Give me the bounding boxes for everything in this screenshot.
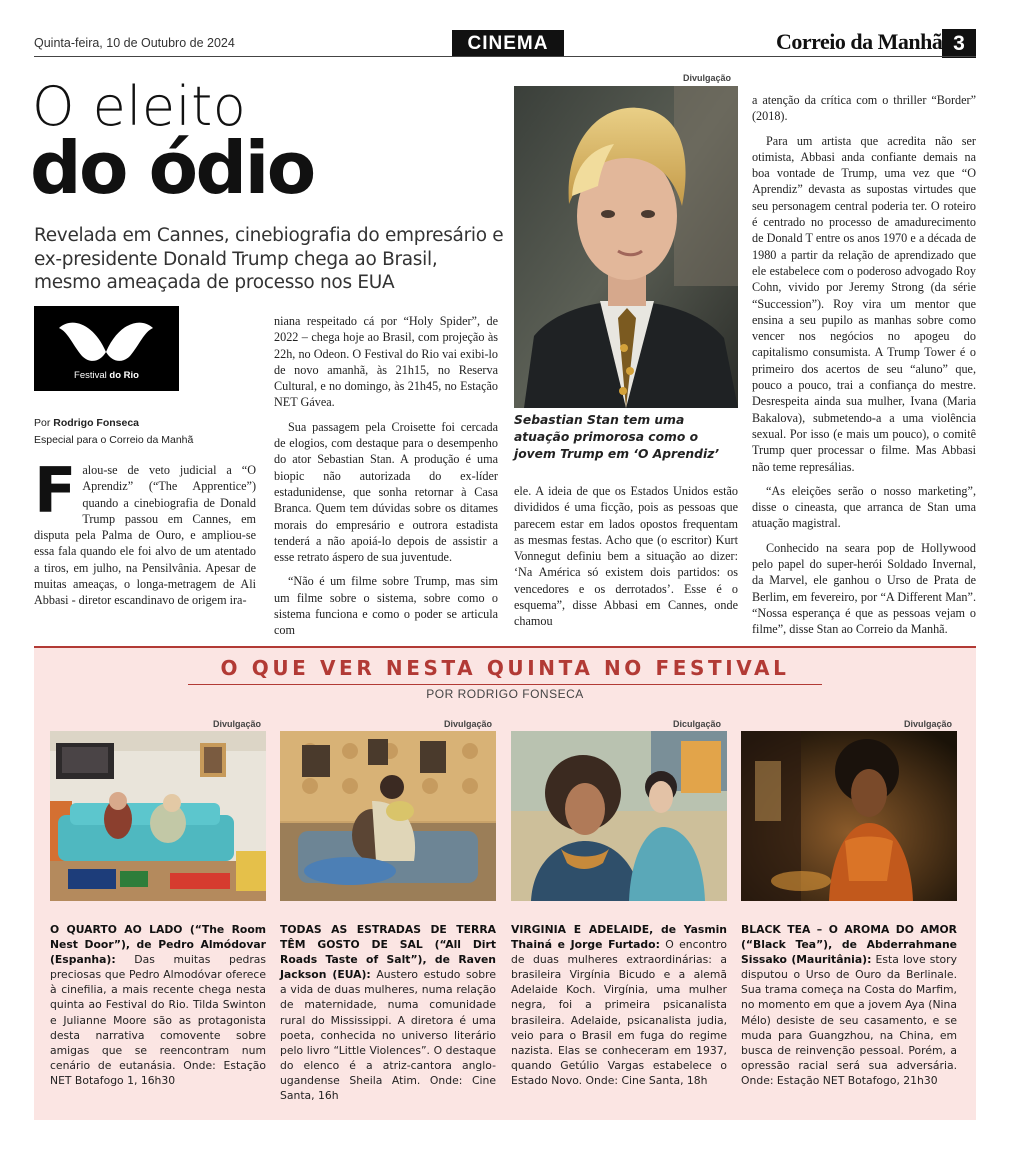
card-2-title: TODAS AS ESTRADAS DE TERRA TÊM GOSTO DE SAL (“All Dirt Roads Taste of Salt”), de Raven Jackson (EUA): [280, 923, 496, 982]
byline-note: Especial para o Correio da Manhã [34, 434, 194, 446]
card-2-text [280, 922, 496, 1103]
card-3-title: VIRGINIA E ADELAIDE, de Yasmin Thainá e Jorge Furtado: [511, 923, 727, 952]
card-4-photo [741, 731, 957, 901]
newspaper-name: Correio da Manhã [776, 29, 943, 54]
headline-subtitle: Revelada em Cannes, cinebiografia do empresário e ex-presidente Donald Trump chega ao Brasil, mesmo ameaçada de processo nos EUA [34, 225, 504, 293]
box-title: O QUE VER NESTA QUINTA NO FESTIVAL [220, 656, 790, 680]
drop-cap: F [34, 454, 77, 527]
main-photo-caption: Sebastian Stan tem uma atuação primorosa como o jovem Trump em ‘O Aprendiz’ [514, 413, 720, 461]
card-2-body: Austero estudo sobre a vida de duas mulheres, numa relação de maternidade, numa comunidade rural do Mississippi. A diretora é uma poeta, conhecida no universo literário pelo livro “Little Violences”. O destaque do elenco é a atriz-cantora anglo-ugandense Sheila Atim. Onde: Cine Santa, 16h [280, 968, 496, 1103]
headline-line-2: do ódio [30, 126, 314, 210]
card-1-photo [50, 731, 266, 901]
article-column-4 [752, 92, 976, 638]
article-column-2 [274, 313, 498, 639]
byline-author: Rodrigo Fonseca [53, 417, 140, 429]
column-3-paragraph: ele. A ideia de que os Estados Unidos estão divididos é uma ficção, pois as pessoas que parecem estar em lados opostos frequentam as mesmas festas. Acho que (o escritor) Kurt Vonnegut definiu bem a situação ao dizer: ‘Na América só existem dois partidos: os vencedores e os derrotados’. Esse é o esquema”, disse Abbasi em Cannes, onde chamou [514, 484, 738, 629]
column-2-paragraph-3: “Não é um filme sobre Trump, mas sim um filme sobre o sistema, sobre como o sistema funciona e como o poder se articula com [274, 574, 498, 638]
page-number: 3 [942, 29, 976, 58]
byline-prefix: Por [34, 417, 54, 429]
card-2-photo [280, 731, 496, 901]
article-column-3 [514, 483, 738, 630]
card-1-body: Das muitas pedras preciosas que Pedro Almodóvar oferece à cinefilia, a mais recente chega nesta quinta ao Festival do Rio. Tilda Swinton e Julianne Moore são as protagonista desta narrativa comovente sobre amigas que se reencontram num cenário de eutanásia. Onde: Estação NET Botafogo 1, 16h30 [50, 953, 266, 1087]
section-label: CINEMA [452, 30, 564, 57]
main-photo-credit: Divulgação [683, 73, 732, 83]
main-photo [514, 86, 738, 408]
box-byline: POR RODRIGO FONSECA [426, 687, 584, 701]
headline-line-1: O eleito [32, 75, 247, 138]
virginia-e-adelaide-still-image [511, 731, 727, 901]
box-title-rule [188, 684, 822, 685]
room-next-door-still-image [50, 731, 266, 901]
card-4-text [741, 922, 957, 1088]
all-dirt-roads-still-image [280, 731, 496, 901]
column-2-paragraph-1: niana respeitado cá por “Holy Spider”, de 2022 – chega hoje ao Brasil, com projeção às 22h, no Odeon. O Festival do Rio vai exibi-lo de novo amanhã, às 21h15, no Reserva Cultural, e no domingo, às 21h45, no Estação NET Gávea. [274, 314, 498, 410]
card-4-credit: Divulgação [904, 719, 953, 729]
festival-do-rio-logo [34, 306, 179, 391]
header-rule [34, 56, 976, 57]
column-4-paragraph-4: Conhecido na seara pop de Hollywood pelo papel do super-herói Soldado Invernal, da Marvel, ele ganhou o Urso de Prata de Berlim, em fevereiro, por “A Different Man”. “Nossa esperança é que as pessoas vejam o filme”, disse Stan ao Correio da Manhã. [752, 540, 976, 637]
festival-logo-text-a: Festival [74, 370, 110, 381]
column-1-paragraph: alou-se de veto judicial a “O Aprendiz” (“The Apprentice”) quando a cinebiografia de Donald Trump passou em Cannes, em disputa pela Palma de Ouro, e ampliou-se essa fala quando ele foi alvo de um atentado a tiros, em julho, na Pensilvânia. Apesar de muitas ameaças, o longa-metragem de Ali Abbasi - diretor escandinavo de origem ira- [34, 463, 256, 608]
card-3-credit: Diculgação [673, 719, 722, 729]
column-2-paragraph-2: Sua passagem pela Croisette foi cercada de elogios, com destaque para o desempenho do ator Sebastian Stan. A produção é uma biopic não autorizada do ex-líder estadunidense, que sonha retornar à Casa Branca. Quem tem dúvidas sobre os ditames morais do empresário e outrora estadista tenderá a não apoiá-lo depois de assistir a esse retrato áspero de sua juventude. [274, 419, 498, 565]
issue-date: Quinta-feira, 10 de Outubro de 2024 [34, 36, 235, 50]
card-3-body: O encontro de duas mulheres extraordinárias: a brasileira Virgínia Bicudo e a alemã Adelaide Koch. Virgínia, uma mulher negra, foi a primeira psicanalista brasileira. Adelaide, psicanalista judia, veio para o Brasil em fuga do regime nazista. Elas se conheceram em 1937, quando Getúlio Vargas estabelece o Estado Novo. Onde: Cine Santa, 18h [511, 938, 727, 1087]
article-column-1 [34, 454, 256, 609]
card-1-credit: Divulgação [213, 719, 262, 729]
card-1-title: O QUARTO AO LADO (“The Room Nest Door”), de Pedro Almódovar (Espanha): [50, 923, 266, 967]
festival-logo-text [34, 370, 179, 381]
card-2-credit: Divulgação [444, 719, 493, 729]
card-3-photo [511, 731, 727, 901]
card-3-text [511, 922, 727, 1088]
black-tea-still-image [741, 731, 957, 901]
column-4-paragraph-3: “As eleições serão o nosso marketing”, disse o cineasta, que arranca de Stan uma atuação magistral. [752, 483, 976, 531]
byline-author-line [34, 415, 193, 432]
card-4-title: BLACK TEA – O AROMA DO AMOR (“Black Tea”), de Abderrahmane Sissako (Mauritânia): [741, 923, 957, 967]
festival-logo-text-b: do Rio [109, 370, 139, 381]
butterfly-logo-icon [56, 314, 156, 370]
card-1-text [50, 922, 266, 1088]
card-4-body: Esta love story disputou o Urso de Ouro da Berlinale. Sua trama começa na Costa do Marfim, no momento em que a jovem Aya (Nina Mélo) desiste de seu casamento, e se muda para Guangzhou, na China, em busca de reinvenção pessoal. Porém, a opressão racial será sua adversária. Onde: Estação NET Botafogo, 21h30 [741, 953, 957, 1087]
sebastian-stan-portrait-image [514, 86, 738, 408]
byline [34, 415, 193, 449]
column-4-paragraph-1: a atenção da crítica com o thriller “Border” (2018). [752, 93, 976, 124]
column-4-paragraph-2: Para um artista que acredita não ser otimista, Abbasi anda confiante demais na boa vontade de Trump, uma vez que “O Aprendiz” devasta as supostas virtudes que seu personagem central poderia ter. O roteiro é centrado no processo de amadurecimento de Donald T entre os anos 1970 e a década de 1980 a partir da relação de aprendizado que ele estabelece com o poderoso advogado Roy Cohn, vivido por Jeremy Strong (da série “Succession”). Roy vira um mentor que ensina a seu pupilo as manhas sobre como vencer nos negócios no apogeu do capitalismo consumista. A Trump Tower é o primeiro dos acertos de seu “aluno” que, pouco a pouco, trai a confiança do mestre. Desrespeita ainda sua mulher, Ivana (Maria Bakalova), submetendo-a a uma violência sexual. Por isso (e mais um pouco), o comitê Trump quer processar o filme. Mas Abbasi não teme represálias. [752, 133, 976, 474]
